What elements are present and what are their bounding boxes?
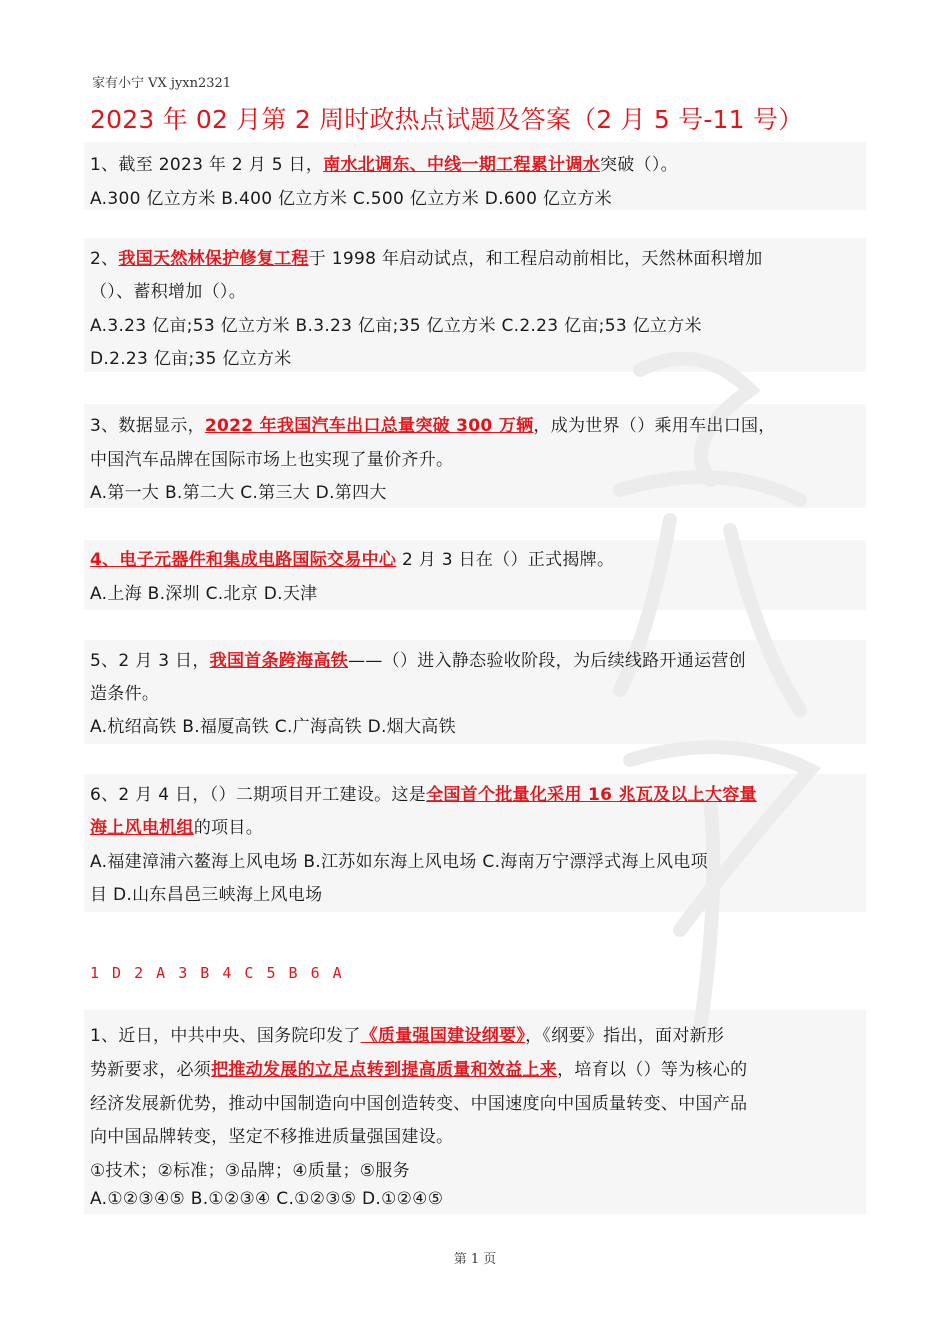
- part2-question-1-stem: 1、近日，中共中央、国务院印发了《质量强国建设纲要》，《纲要》指出，面对新形: [90, 1026, 725, 1046]
- question-4-stem: 4、电子元器件和集成电路国际交易中心 2 月 3 日在（）正式揭牌。: [90, 550, 615, 570]
- question-1-options: A.300 亿立方米 B.400 亿立方米 C.500 亿立方米 D.600 亿立方米: [90, 189, 613, 209]
- question-3-stem-cont: 中国汽车品牌在国际市场上也实现了量价齐升。: [90, 450, 454, 470]
- question-2-stem: 2、我国天然林保护修复工程于 1998 年启动试点，和工程启动前相比，天然林面积增加: [90, 249, 763, 269]
- question-2-options: A.3.23 亿亩;53 亿立方米 B.3.23 亿亩;35 亿立方米 C.2.23 亿亩;53 亿立方米: [90, 316, 702, 336]
- question-6-stem-cont: 海上风电机组的项目。: [90, 818, 264, 838]
- part2-question-1-choices: ①技术；②标准；③品牌；④质量；⑤服务: [90, 1161, 410, 1181]
- question-2-options-cont: D.2.23 亿亩;35 亿立方米: [90, 349, 292, 369]
- part2-question-1-line3: 经济发展新优势，推动中国制造向中国创造转变、中国速度向中国质量转变、中国产品: [90, 1094, 748, 1114]
- question-4-options: A.上海 B.深圳 C.北京 D.天津: [90, 584, 318, 604]
- question-6-options: A.福建漳浦六鳌海上风电场 B.江苏如东海上风电场 C.海南万宁漂浮式海上风电项: [90, 852, 708, 872]
- document-title: 2023 年 02 月第 2 周时政热点试题及答案（2 月 5 号-11 号）: [90, 105, 804, 134]
- part2-question-1-options: A.①②③④⑤ B.①②③④ C.①②③⑤ D.①②④⑤: [90, 1189, 444, 1209]
- question-5-stem: 5、2 月 3 日，我国首条跨海高铁——（）进入静态验收阶段，为后续线路开通运营创: [90, 651, 746, 671]
- part2-question-1-line2: 势新要求，必须把推动发展的立足点转到提高质量和效益上来，培育以（）等为核心的: [90, 1060, 748, 1080]
- question-3-stem: 3、数据显示，2022 年我国汽车出口总量突破 300 万辆，成为世界（）乘用车出口国，: [90, 416, 776, 436]
- question-2-stem-cont: （）、蓄积增加（）。: [90, 282, 246, 302]
- page-number: 第 1 页: [453, 1252, 497, 1267]
- answer-key: 1 D 2 A 3 B 4 C 5 B 6 A: [90, 964, 344, 982]
- question-1-stem: 1、截至 2023 年 2 月 5 日，南水北调东、中线一期工程累计调水突破（）。: [90, 155, 678, 175]
- part2-question-1-line4: 向中国品牌转变，坚定不移推进质量强国建设。: [90, 1127, 454, 1147]
- question-3-options: A.第一大 B.第二大 C.第三大 D.第四大: [90, 483, 387, 503]
- question-5-stem-cont: 造条件。: [90, 684, 160, 704]
- question-5-options: A.杭绍高铁 B.福厦高铁 C.广海高铁 D.烟大高铁: [90, 717, 456, 737]
- question-6-options-cont: 目 D.山东昌邑三峡海上风电场: [90, 885, 323, 905]
- question-6-stem: 6、2 月 4 日，（）二期项目开工建设。这是全国首个批量化采用 16 兆瓦及以上大容量: [90, 785, 757, 805]
- document-header: 家有小宁 VX jyxn2321: [92, 76, 232, 91]
